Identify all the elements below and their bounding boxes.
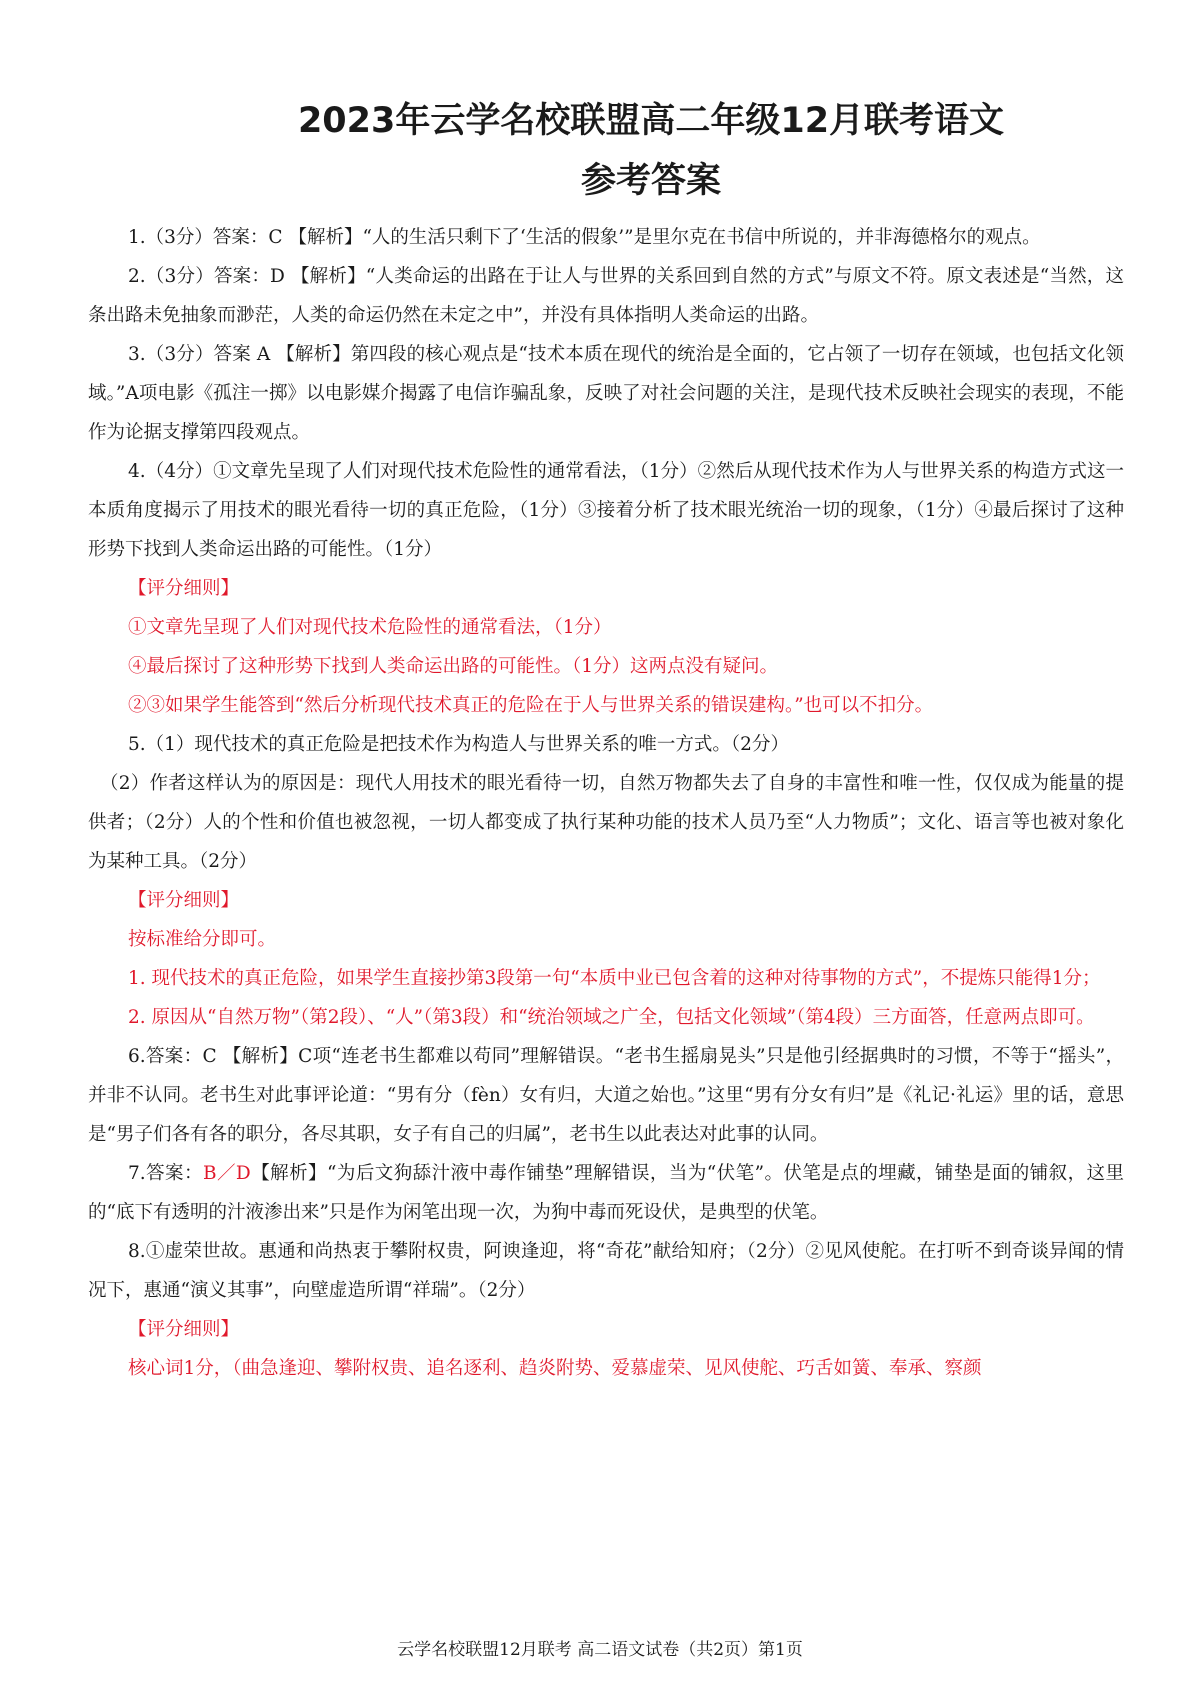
- answer-7: [88, 1154, 1124, 1232]
- answer-sheet-page: [88, 90, 1124, 1388]
- rubric-4-item-2: ④最后探讨了这种形势下找到人类命运出路的可能性。（1分）这两点没有疑问。: [128, 656, 779, 677]
- page-title: 2023年云学名校联盟高二年级12月联考语文: [297, 101, 1005, 141]
- rubric-4-item-3: ②③如果学生能答到“然后分析现代技术真正的危险在于人与世界关系的错误建构。”也可以不扣分。: [128, 695, 934, 716]
- answer-4: 4.（4分）①文章先呈现了人们对现代技术危险性的通常看法，（1分）②然后从现代技术作为人与世界关系的构造方式这一本质角度揭示了用技术的眼光看待一切的真正危险，（1分）③接着分析了技术眼光统治一切的现象，（1分）④最后探讨了这种形势下找到人类命运出路的可能性。（1分）: [88, 461, 1124, 560]
- rubric-5-general: 按标准给分即可。: [128, 929, 277, 950]
- answer-6: 6.答案：C 【解析】C项“连老书生都难以苟同”理解错误。“老书生摇扇晃头”只是他引经据典时的习惯，不等于“摇头”，并非不认同。老书生对此事评论道：“男有分（fèn）女有归，大道之始也。”这里“男有分女有归”是《礼记·礼运》里的话，意思是“男子们各有各的职分，各尽其职，女子有自己的归属”，老书生以此表达对此事的认同。: [88, 1046, 1124, 1145]
- rubric-5-item-2: 2. 原因从“自然万物”（第2段）、“人”（第3段）和“统治领域之广全，包括文化领域”（第4段）三方面答，任意两点即可。: [128, 1007, 1095, 1028]
- answer-7-explanation: 【解析】“为后文狗舔汁液中毒作铺垫”理解错误，当为“伏笔”。伏笔是点的埋藏，铺垫是面的铺叙，这里的“底下有透明的汁液渗出来”只是作为闲笔出现一次，为狗中毒而死设伏，是典型的伏笔。: [88, 1163, 1124, 1223]
- answer-5-part-2: （2）作者这样认为的原因是：现代人用技术的眼光看待一切，自然万物都失去了自身的丰富性和唯一性，仅仅成为能量的提供者；（2分）人的个性和价值也被忽视，一切人都变成了执行某种功能的技术人员乃至“人力物质”；文化、语言等也被对象化为某种工具。（2分）: [88, 773, 1124, 872]
- rubric-label-8: 【评分细则】: [128, 1319, 240, 1340]
- answer-2: 2.（3分）答案：D 【解析】“人类命运的出路在于让人与世界的关系回到自然的方式”与原文不符。原文表述是“当然，这条出路未免抽象而渺茫，人类的命运仍然在未定之中”，并没有具体指明人类命运的出路。: [88, 266, 1124, 326]
- answer-8: 8.①虚荣世故。惠通和尚热衷于攀附权贵，阿谀逢迎，将“奇花”献给知府；（2分）②见风使舵。在打听不到奇谈异闻的情况下，惠通“演义其事”，向壁虚造所谓“祥瑞”。（2分）: [88, 1241, 1124, 1301]
- rubric-label-4: 【评分细则】: [128, 578, 240, 599]
- rubric-4-item-1: ①文章先呈现了人们对现代技术危险性的通常看法，（1分）: [128, 617, 612, 638]
- page-footer: 云学名校联盟12月联考 高二语文试卷（共2页）第1页: [397, 1640, 803, 1660]
- answer-3: 3.（3分）答案 A 【解析】第四段的核心观点是“技术本质在现代的统治是全面的，它占领了一切存在领域，也包括文化领域。”A项电影《孤注一掷》以电影媒介揭露了电信诈骗乱象，反映了对社会问题的关注，是现代技术反映社会现实的表现，不能作为论据支撑第四段观点。: [88, 344, 1124, 443]
- rubric-8-item-1: 核心词1分，（曲急逢迎、攀附权贵、追名逐利、趋炎附势、爱慕虚荣、见风使舵、巧舌如簧、奉承、察颜: [128, 1358, 982, 1379]
- rubric-label-5: 【评分细则】: [128, 890, 240, 911]
- page-subtitle: 参考答案: [580, 161, 721, 201]
- answer-5-part-1: 5.（1）现代技术的真正危险是把技术作为构造人与世界关系的唯一方式。（2分）: [128, 734, 789, 755]
- answer-7-prefix: 7.答案：: [128, 1163, 203, 1184]
- rubric-5-item-1: 1. 现代技术的真正危险，如果学生直接抄第3段第一句“本质中业已包含着的这种对待事物的方式”，不提炼只能得1分；: [128, 968, 1101, 989]
- answer-7-choice: B／D: [202, 1163, 251, 1184]
- answer-1: 1.（3分）答案：C 【解析】“人的生活只剩下了‘生活的假象’”是里尔克在书信中所说的，并非海德格尔的观点。: [128, 227, 1041, 248]
